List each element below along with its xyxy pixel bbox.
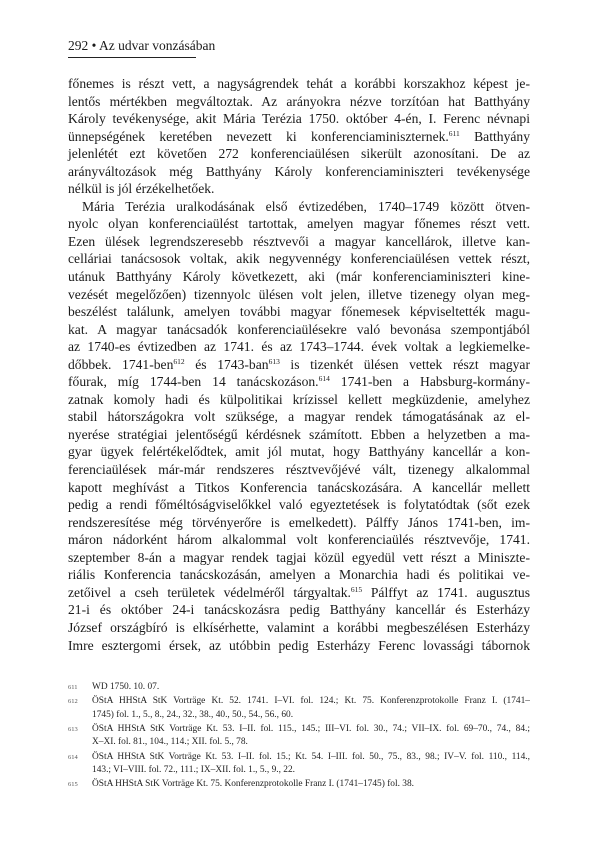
text-line: kat. A magyar tanácsadók konferenciaülésekre való bevonása szempontjából — [68, 321, 530, 337]
text-line: utánuk Batthyány Károly következett, aki (már konferenciaminiszteri kine- — [68, 269, 530, 285]
text-line: beszélést találunk, amelyen további magyar főnemesek képviseltették magu- — [68, 304, 530, 320]
footnote-ref-614[interactable]: 614 — [318, 374, 330, 384]
footnote-text: 1745) fol. 1., 5., 8., 24., 32., 38., 40., 50., 54., 56., 60. — [92, 709, 294, 720]
running-title: Az udvar vonzásában — [99, 38, 216, 53]
footnote-text: ÖStA HHStA StK Vorträge Kt. 52. 1741. I–VI. fol. 124.; Kt. 75. Konferenzprotokolle Franz I. (1741– — [92, 696, 530, 707]
text-line: szeptember 8-án a magyar rendek tagjai közül egyedül vett részt a Miniszte- — [68, 549, 530, 565]
text-line: stabil hátországokra volt szüksége, a magyar rendek támogatásának az el- — [68, 409, 530, 425]
footnote-614 — [68, 751, 530, 777]
text-line — [68, 128, 530, 146]
footnote-611 — [68, 681, 530, 694]
footnote-number: 612 — [68, 698, 78, 706]
text-line: nyerése stratégiai jelentőségű kérdésnek számított. Ebben a helyzetben a ma- — [68, 426, 530, 442]
text-line: lentős mértékben megváltoztak. Az arányokra nézve torzítóan hat Batthyány — [68, 93, 530, 109]
text-line: főnemes is részt vett, a nagyságrendek tehát a korábbi korszakhoz képest je- — [68, 76, 530, 91]
page-number: 292 — [68, 38, 89, 53]
footnote-text: ÖStA HHStA StK Vorträge Kt. 53. I–II. fol. 15.; Kt. 54. I–III. fol. 50., 75., 83., 98.; IV–V. fol. 110., 114., — [92, 751, 530, 762]
text-line: pedig a rendi főméltóságviselőkkel való egyeztetések is folytatódtak (sőt ezek — [68, 497, 530, 513]
footnote-text: WD 1750. 10. 07. — [92, 682, 160, 692]
footnote-number: 615 — [68, 781, 78, 789]
footnote-613 — [68, 723, 530, 749]
text-line: nyolc olyan konferenciaülést tartottak, amelyen magyar főnemes részt vett. — [68, 216, 530, 232]
text-line: 21-i és október 24-i tanácskozásra pedig Batthyány kancellár és Esterházy — [68, 602, 530, 618]
text-line: ferenciaülések már-már rendszeres résztvevőjévé vált, tizenegy alkalommal — [68, 462, 530, 478]
footnote-number: 611 — [68, 684, 78, 691]
text-fragment: Pálffyt az 1741. augusztus — [362, 584, 530, 600]
text-fragment: dőbbek. 1741-ben — [68, 356, 174, 372]
text-line: máron nádorként három alkalommal volt konferenciaülés résztvevője, 1741. — [68, 532, 530, 548]
text-line — [68, 584, 530, 602]
text-line: József országbíró is elkísérhette, valamint a korábbi megbeszélésen Esterházy — [68, 619, 530, 635]
footnote-615 — [68, 778, 530, 791]
footnote-ref-613[interactable]: 613 — [268, 356, 280, 366]
text-line: Ezen ülések legrendszeresebb résztvevői a magyar kancellárok, illetve kan- — [68, 233, 530, 249]
text-fragment: Batthyány — [459, 128, 530, 144]
footnote-text: X–XI. fol. 81., 104., 114.; XII. fol. 5., 78. — [92, 737, 248, 748]
text-fragment: ünnepségének keretében nevezett ki konferenciaminiszternek. — [68, 128, 449, 144]
text-line: nélkül is jól érzékelhetőek. — [68, 181, 215, 197]
text-fragment: főurak, míg 1744-ben 14 tanácskozáson. — [68, 374, 319, 390]
footnotes — [68, 681, 530, 793]
text-line: az 1740-es évtizedben az 1741. és az 1743–1744. évek voltak a legkiemelke- — [68, 339, 530, 355]
text-line: Mária Terézia uralkodásának első évtizedében, 1740–1749 között ötven- — [82, 198, 530, 214]
text-fragment: zetőivel a cseh területek védelméről tárgyaltak. — [68, 584, 351, 600]
text-line: Imre esztergomi érsek, az utóbbin pedig Esterházy Ferenc lovassági tábornok — [68, 637, 530, 653]
text-line: kapott meghívást a Titkos Konferencia tanácskozására. A kancellár mellett — [68, 479, 530, 495]
running-head — [68, 38, 216, 58]
text-line — [68, 373, 530, 391]
text-fragment: is tizenkét ülésen vettek részt magyar — [279, 356, 530, 372]
footnote-ref-615[interactable]: 615 — [350, 584, 363, 594]
text-line: gyar ügyek felértékelődtek, amit jól mutat, hogy Batthyány kancellár a kon- — [68, 444, 530, 460]
text-line: zatnak komoly hadi és külpolitikai krízissel kellett megküzdenie, amelyhez — [68, 391, 530, 407]
footnote-number: 614 — [68, 753, 78, 761]
footnote-612 — [68, 695, 530, 721]
footnote-text: ÖStA HHStA StK Vorträge Kt. 75. Konferenzprotokolle Franz I. (1741–1745) fol. 38. — [92, 779, 415, 790]
text-line — [68, 356, 530, 374]
text-line: jelenlétét ezt követően 272 konferenciaülésen sikerült azonosítani. De az — [68, 146, 530, 162]
footnote-text: ÖStA HHStA StK Vorträge Kt. 53. I–II. fol. 115., 145.; III–VI. fol. 30., 74.; VII–IX. fol. 69–70., 74., 84.; — [92, 723, 530, 734]
separator-bullet: • — [91, 38, 97, 53]
text-line: celláriai tanácsosok voltak, akik negyvennégy konferenciaülésen vettek részt, — [68, 251, 530, 267]
text-line: Károly tevékenysége, akit Mária Terézia 1750. október 4-én, I. Ferenc névnapi — [68, 111, 530, 127]
text-line: riális Konferencia tanácskozásán, amelyen a Monarchia hadi és politikai ve- — [68, 567, 530, 583]
text-fragment: 1741-ben a Habsburg-kormány- — [329, 374, 530, 390]
footnote-text: 143.; VI–VIII. fol. 72., 111.; IX–XII. fol. 1., 5., 9., 22. — [92, 764, 296, 775]
footnote-ref-611[interactable]: 611 — [448, 128, 460, 138]
text-line: vezését megelőzően) tizennyolc ülésen volt jelen, illetve tizenegy olyan meg- — [68, 286, 530, 302]
body-text — [68, 75, 530, 654]
text-line: rendszeresítése még törvényerőre is emelkedett). Pálffy János 1741-ben, im- — [68, 514, 530, 530]
text-line: arányváltozások még Batthyány Károly konferenciaminiszteri tevékenysége — [68, 163, 530, 179]
text-fragment: és 1743-ban — [184, 356, 269, 372]
footnote-ref-612[interactable]: 612 — [173, 356, 185, 366]
footnote-number: 613 — [68, 725, 78, 733]
